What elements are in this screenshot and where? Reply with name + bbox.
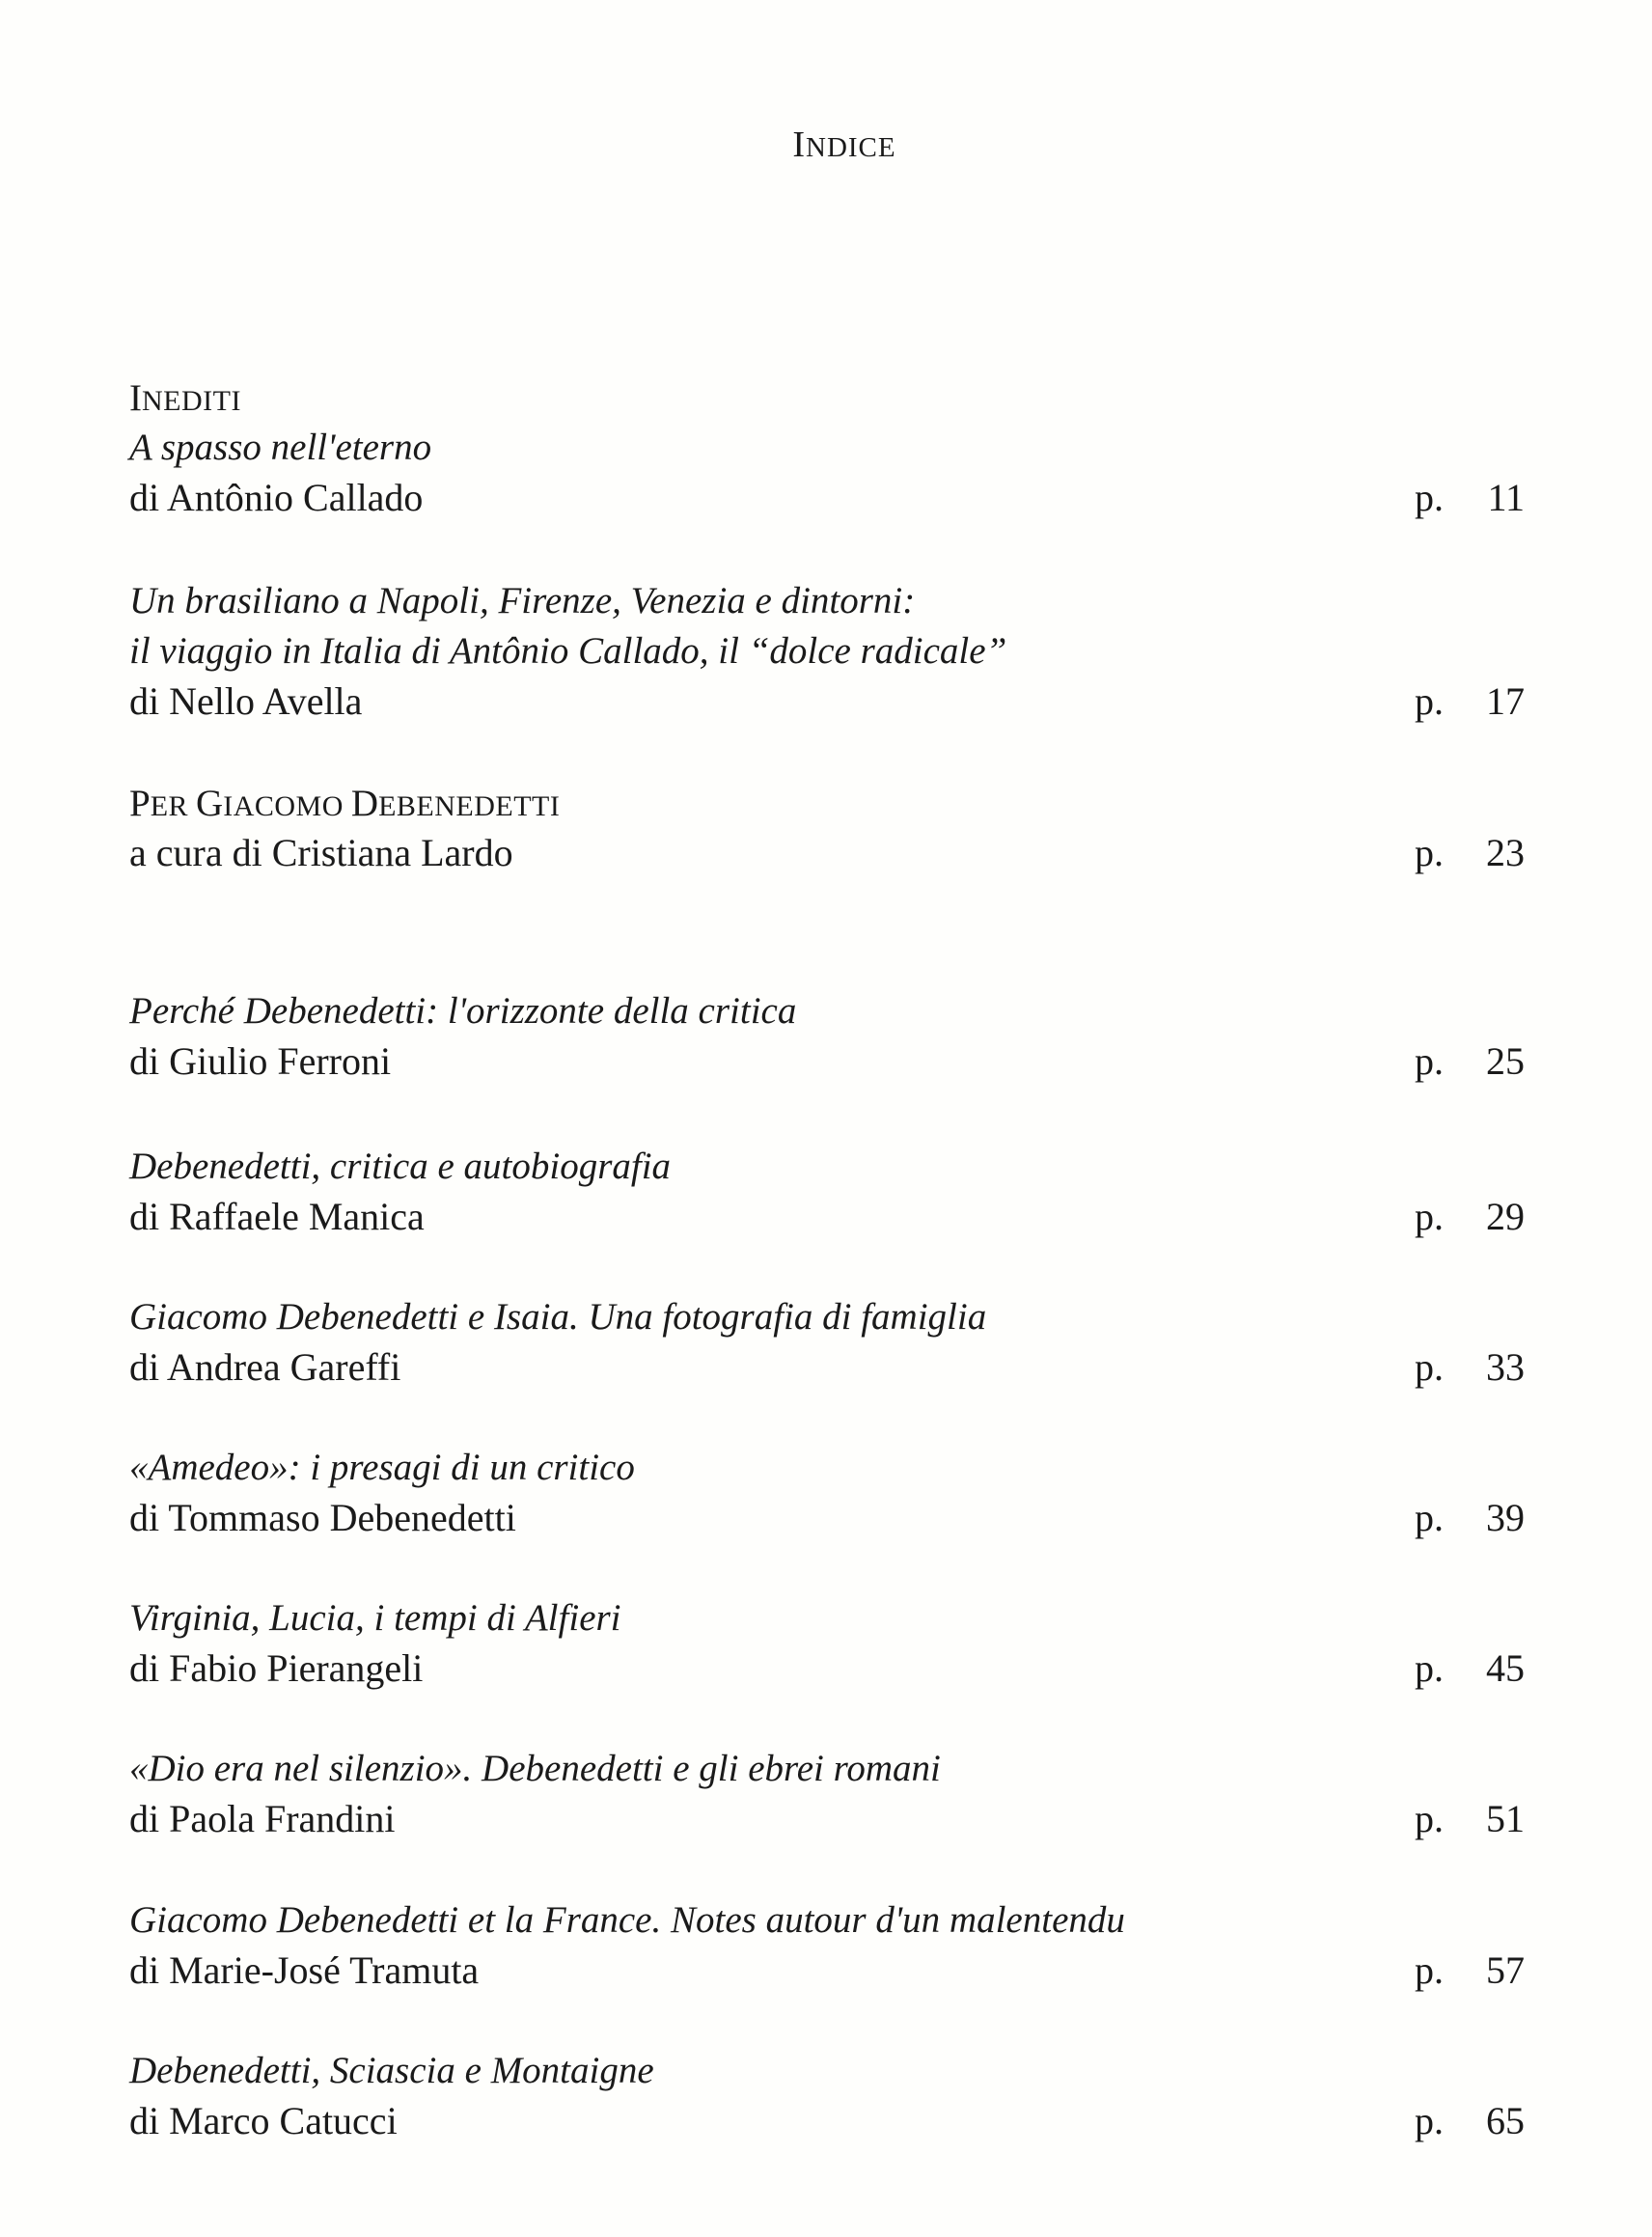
page-reference — [1415, 677, 1525, 727]
page-reference — [1415, 1493, 1525, 1543]
entry-title: Giacomo Debenedetti et la France. Notes autour d'un malentendu — [129, 1899, 1125, 1941]
toc-entry — [129, 2046, 1525, 2146]
page-reference — [1415, 1643, 1525, 1694]
page-number: 11 — [1487, 476, 1525, 519]
toc-entry — [129, 373, 1525, 523]
entry-title: il viaggio in Italia di Antônio Callado, il “dolce radicale” — [129, 630, 1007, 672]
page-number: 29 — [1486, 1195, 1525, 1238]
toc-entry — [129, 1593, 1525, 1694]
entry-author: di Antônio Callado — [129, 476, 424, 519]
page-prefix: p. — [1415, 1039, 1444, 1083]
page-reference — [1415, 1192, 1525, 1242]
page-title-initial: I — [792, 124, 807, 165]
entry-editor: a cura di Cristiana Lardo — [129, 831, 513, 874]
page-prefix: p. — [1415, 679, 1444, 723]
page-number: 17 — [1486, 679, 1525, 723]
section-heading — [129, 778, 1525, 828]
entry-author: di Marie-José Tramuta — [129, 1948, 480, 1992]
page-prefix: p. — [1415, 2099, 1444, 2142]
entry-author: di Raffaele Manica — [129, 1195, 425, 1238]
toc-entry — [129, 986, 1525, 1087]
page-number: 39 — [1486, 1496, 1525, 1539]
page-reference — [1415, 473, 1525, 523]
toc-entry — [129, 1142, 1525, 1242]
page-number: 25 — [1486, 1039, 1525, 1083]
section-heading-initial: D — [350, 783, 379, 824]
entry-author: di Tommaso Debenedetti — [129, 1496, 516, 1539]
entry-author: di Giulio Ferroni — [129, 1039, 392, 1083]
entry-title: Virginia, Lucia, i tempi di Alfieri — [129, 1597, 621, 1639]
entry-author: di Marco Catucci — [129, 2099, 398, 2142]
toc-entry — [129, 1443, 1525, 1543]
toc-entry — [129, 576, 1525, 727]
page-title — [0, 124, 1652, 166]
page-prefix: p. — [1415, 1345, 1444, 1389]
entry-title: Debenedetti, Sciascia e Montaigne — [129, 2050, 654, 2091]
section-heading-rest: IACOMO — [223, 790, 351, 822]
entry-author-row — [129, 2096, 1525, 2146]
entry-author-row — [129, 1643, 1525, 1694]
page-prefix: p. — [1415, 1646, 1444, 1690]
page-reference — [1415, 2096, 1525, 2146]
entry-author: di Fabio Pierangeli — [129, 1646, 424, 1690]
section-heading-rest: NEDITI — [142, 385, 241, 417]
page-number: 23 — [1486, 831, 1525, 874]
section-heading-rest: ER — [150, 790, 197, 822]
page-number: 57 — [1486, 1948, 1525, 1992]
entry-title: Debenedetti, critica e autobiografia — [129, 1146, 672, 1187]
page-prefix: p. — [1415, 1195, 1444, 1238]
entry-author-row — [129, 828, 1525, 878]
section-heading-initial: G — [196, 783, 224, 824]
toc-entry — [129, 1895, 1525, 1996]
entry-author-row — [129, 1794, 1525, 1844]
toc-entry — [129, 1744, 1525, 1844]
page-prefix: p. — [1415, 1948, 1444, 1992]
entry-author-row — [129, 677, 1525, 727]
entry-title: «Dio era nel silenzio». Debenedetti e gli ebrei romani — [129, 1748, 941, 1789]
page-prefix: p. — [1415, 1496, 1444, 1539]
entry-title: Un brasiliano a Napoli, Firenze, Venezia e dintorni: — [129, 580, 916, 621]
entry-author-row — [129, 473, 1525, 523]
section-heading-initial: P — [129, 783, 151, 824]
page-reference — [1415, 1794, 1525, 1844]
toc-entry — [129, 1292, 1525, 1393]
section-heading-initial: I — [129, 377, 142, 419]
entry-title: «Amedeo»: i presagi di un critico — [129, 1447, 635, 1488]
page-number: 65 — [1486, 2099, 1525, 2142]
entry-author-row — [129, 1192, 1525, 1242]
entry-author-row — [129, 1493, 1525, 1543]
entry-author: di Nello Avella — [129, 679, 363, 723]
entry-author-row — [129, 1342, 1525, 1393]
toc-entry — [129, 778, 1525, 878]
page-prefix: p. — [1415, 476, 1444, 519]
page-reference — [1415, 828, 1525, 878]
page-reference — [1415, 1342, 1525, 1393]
page-reference — [1415, 1946, 1525, 1996]
page-number: 33 — [1486, 1345, 1525, 1389]
page-number: 51 — [1486, 1797, 1525, 1840]
page-reference — [1415, 1036, 1525, 1087]
page-prefix: p. — [1415, 1797, 1444, 1840]
entry-author: di Paola Frandini — [129, 1797, 396, 1840]
page-prefix: p. — [1415, 831, 1444, 874]
entry-author-row — [129, 1946, 1525, 1996]
section-heading-rest: EBENEDETTI — [378, 790, 561, 822]
entry-author-row — [129, 1036, 1525, 1087]
page-number: 45 — [1486, 1646, 1525, 1690]
section-heading — [129, 373, 1525, 423]
entry-title: Giacomo Debenedetti e Isaia. Una fotografia di famiglia — [129, 1296, 987, 1338]
entry-title: Perché Debenedetti: l'orizzonte della critica — [129, 990, 797, 1032]
page-title-rest: NDICE — [806, 132, 896, 163]
entry-author: di Andrea Gareffi — [129, 1345, 401, 1389]
entry-title: A spasso nell'eterno — [129, 427, 432, 468]
